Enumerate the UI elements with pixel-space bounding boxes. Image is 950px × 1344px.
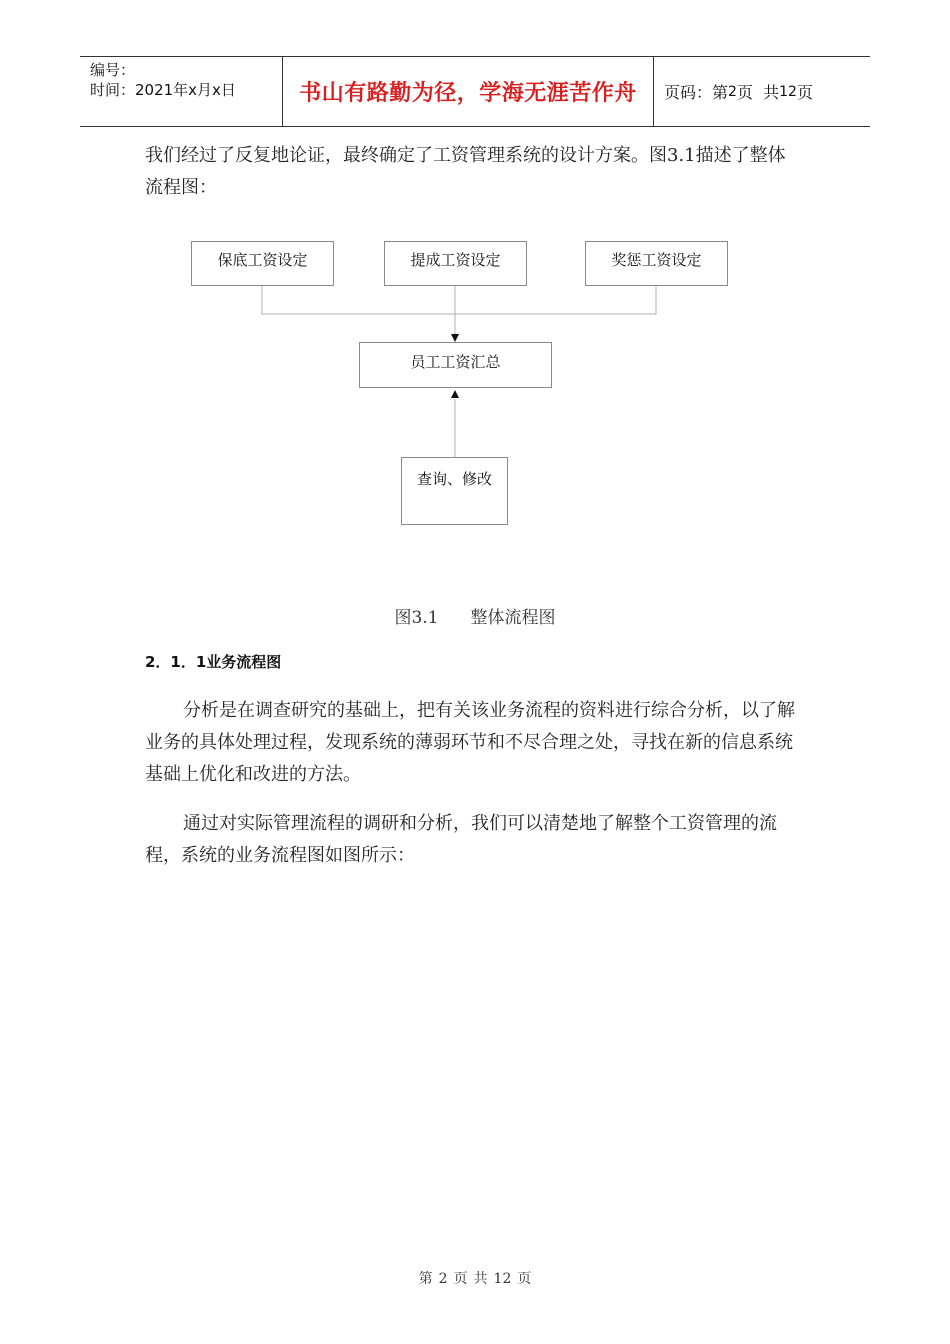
header-divider [653,57,654,126]
arrow-down-icon [451,334,459,342]
arrow-up-icon [451,390,459,398]
flow-node-commission-salary [384,241,527,286]
flow-node-label: 查询、修改 [416,470,492,488]
flow-node-base-salary [191,241,334,286]
flow-node-label: 员工工资汇总 [410,353,501,371]
intro-paragraph: 我们经过了反复地论证，最终确定了工资管理系统的设计方案。图3.1描述了整体流程图： [145,145,786,198]
footer-gong: 共 [473,1271,488,1287]
flow-node-label: 奖惩工资设定 [611,251,702,269]
doc-time-label: 时间：2021年x月x日 [90,81,236,99]
body-paragraph: 通过对实际管理流程的调研和分析，我们可以清楚地了解整个工资管理的流程，系统的业务流程图如图所示： [145,813,777,866]
page-mid: 页 共 [736,83,780,102]
flow-node-reward-penalty [585,241,728,286]
flow-node-label: 保底工资设定 [217,251,308,269]
section-heading: 2．1．1业务流程图 [145,653,282,671]
body-paragraph: 分析是在调查研究的基础上，把有关该业务流程的资料进行综合分析，以了解业务的具体处理过程，发现系统的薄弱环节和不尽合理之处，寻找在新的信息系统基础上优化和改进的方法。 [145,700,795,785]
figure-number: 图3.1 [394,608,439,628]
flow-node-query-modify [401,457,508,525]
footer-ye2: 页 [517,1271,532,1287]
header-page-info [664,57,813,126]
connector-reward [455,286,656,314]
page-footer [0,1268,950,1288]
flow-node-salary-summary [359,342,552,388]
footer-di: 第 [418,1271,433,1287]
figure-title: 整体流程图 [470,608,556,628]
flow-node-label: 提成工资设定 [410,251,501,269]
header-meta [90,60,236,100]
page-label: 页码：第 [664,83,729,102]
doc-number-label: 编号： [90,61,136,79]
footer-ye: 页 [453,1271,468,1287]
page-total: 12 [779,83,797,100]
connector-base [262,286,455,314]
footer-page: 2 [438,1271,448,1287]
page-end: 页 [796,83,813,102]
figure-caption [0,603,950,628]
footer-total: 12 [493,1271,512,1287]
page-current: 2 [728,83,737,100]
page-header [80,56,870,127]
header-motto: 书山有路勤为径，学海无涯苦作舟 [299,81,637,106]
